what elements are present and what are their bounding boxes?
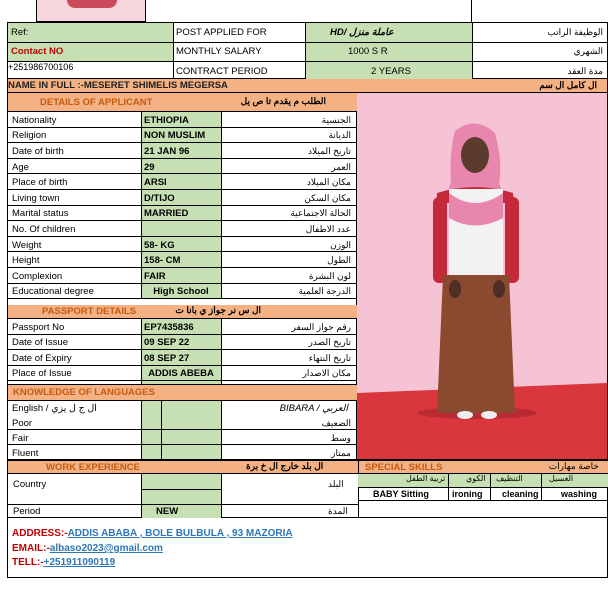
row-value: ADDIS ABEBA <box>148 368 214 380</box>
row-label-ar: الحالة الاجتماعية <box>290 208 351 219</box>
ref-label: Ref: <box>11 27 29 38</box>
row-label-ar: الضعيف <box>321 417 351 428</box>
english-label: English / ﺍﻝ ﺝ ﻝ ﻳﺰﻱ <box>12 403 97 414</box>
table-row <box>8 415 357 430</box>
row-label-ar: الدرجة العلمية <box>298 286 351 297</box>
work-period-label: Period <box>13 506 41 517</box>
row-label: Fluent <box>12 447 39 459</box>
row-label: Date of birth <box>12 145 64 157</box>
work-title-ar: ﺍﻝ ﺑﻠﺪ ﺧﺎﺭﺝ ﺍﻝ ﺥ ﺑﺮﺓ <box>246 461 324 471</box>
skill-baby-sitting: BABY Sitting <box>373 489 429 499</box>
row-value: 158- CM <box>144 255 181 267</box>
row-value: MARRIED <box>144 208 189 220</box>
row-value: 29 <box>144 161 155 173</box>
table-row <box>8 128 357 144</box>
salary-value: 1000 S R <box>348 46 388 57</box>
table-row <box>8 252 357 268</box>
work-title: WORK EXPERIENCE <box>46 462 140 473</box>
address-row <box>12 529 293 539</box>
row-label-ar: عدد الاطفال <box>305 223 351 234</box>
full-name-ar: ال كامل ال سم <box>539 80 597 90</box>
post-value: HD/ عاملة منزل <box>330 27 394 38</box>
row-label-ar: الجنسية <box>321 114 351 125</box>
table-row <box>8 112 357 128</box>
passport-title: PASSPORT DETAILS <box>42 306 137 317</box>
top-photo-frame-right <box>471 0 608 22</box>
email-row <box>12 544 163 554</box>
name-row <box>7 79 608 93</box>
photo-figure <box>357 93 608 460</box>
row-label-ar: رقم جواز السفر <box>291 321 351 332</box>
row-label: Weight <box>12 239 42 251</box>
table-row <box>8 284 357 300</box>
table-row <box>8 366 357 382</box>
skills-title-ar: خاصة مهارات <box>548 461 599 471</box>
work-section <box>7 460 608 518</box>
applicant-title-ar: ﺍﻟﻄﻠﺐ ﻡ ﻳﻘﺪﻡ ﺗﺎ ﺹ ﻳﻞ <box>240 96 326 106</box>
row-label-ar: مكان الميلاد <box>306 177 351 188</box>
top-photo-crop <box>36 0 146 22</box>
table-row <box>8 350 357 366</box>
address-value[interactable]: ADDIS ABABA , BOLE BULBULA , 93 MAZORIA <box>67 528 293 539</box>
row-label: Age <box>12 161 29 173</box>
row-label: Religion <box>12 130 47 142</box>
work-period-value: NEW <box>156 506 179 517</box>
row-label-ar: تاريخ الصدر <box>308 337 351 348</box>
applicant-title: DETAILS OF APPLICANT <box>40 97 153 108</box>
row-label-ar: وسط <box>330 432 351 443</box>
table-row <box>8 174 357 190</box>
work-country-ar: البلد <box>328 479 344 489</box>
row-label: Passport No <box>12 321 65 333</box>
row-label: Poor <box>12 417 33 429</box>
skill-cleaning: cleaning <box>502 489 539 499</box>
row-value: 09 SEP 22 <box>144 337 190 349</box>
row-label: Fair <box>12 432 29 444</box>
row-value: 21 JAN 96 <box>144 145 190 157</box>
row-label-ar: مكان السكن <box>304 192 351 203</box>
languages-title: KNOWLEDGE OF LANGUAGES <box>13 387 155 398</box>
table-row <box>8 221 357 237</box>
period-label: CONTRACT PERIOD <box>176 66 268 77</box>
skills-title: SPECIAL SKILLS <box>365 462 443 473</box>
row-value: EP7435836 <box>144 321 194 333</box>
row-label: Living town <box>12 192 60 204</box>
row-value: 08 SEP 27 <box>144 352 190 364</box>
row-label-ar: الديانة <box>328 130 351 141</box>
row-label-ar: مكان الاصدار <box>302 368 351 379</box>
table-row <box>8 268 357 284</box>
applicant-photo <box>357 93 608 460</box>
row-label-ar: تاريخ الميلاد <box>308 145 351 156</box>
skill-ironing: ironing <box>452 489 483 499</box>
row-label-ar: الوزن <box>330 239 351 250</box>
period-value: 2 YEARS <box>371 66 411 77</box>
applicant-section <box>7 93 357 298</box>
row-label: Marital status <box>12 208 69 220</box>
table-row <box>8 190 357 206</box>
header-block <box>7 22 608 79</box>
passport-title-ar: ﺍﻝ ﺱ ﻧﺮ ﺟﻮﺍﺯ ﻱ ﺑﺎﻧﺎ ﺕ <box>175 305 261 315</box>
skill-header-ar-3: الكوي <box>466 474 486 483</box>
row-value: NON MUSLIM <box>144 130 206 142</box>
languages-section <box>7 384 357 460</box>
row-label: Height <box>12 255 40 267</box>
skill-washing: washing <box>561 489 598 499</box>
contact-label: Contact NO <box>11 46 64 57</box>
tel-label: TELL:- <box>12 557 44 568</box>
arabic-label: BIBARA / العربي <box>279 403 348 414</box>
table-row <box>8 430 357 445</box>
row-value: 58- KG <box>144 239 175 251</box>
row-label: Educational degree <box>12 286 94 298</box>
row-label: No. Of children <box>12 223 76 235</box>
work-period-ar: المدة <box>328 506 348 516</box>
row-value: ETHIOPIA <box>144 114 189 126</box>
row-value: ARSI <box>144 177 167 189</box>
table-row <box>8 445 357 460</box>
salary-label: MONTHLY SALARY <box>176 46 262 57</box>
row-label: Date of Expiry <box>12 352 72 364</box>
row-value: High School <box>153 286 209 298</box>
work-country-label: Country <box>13 479 47 490</box>
salary-label-ar: الشهري <box>573 46 603 56</box>
table-row <box>8 237 357 253</box>
row-label: Place of Issue <box>12 368 72 380</box>
row-label-ar: لون البشرة <box>308 270 351 281</box>
table-row <box>8 319 357 335</box>
row-value: FAIR <box>144 270 166 282</box>
tel-value[interactable]: +251911090119 <box>43 557 116 568</box>
skill-header-ar-4: الغسيل <box>549 474 574 483</box>
passport-section <box>7 298 357 384</box>
tel-row <box>12 558 115 568</box>
table-row <box>8 335 357 351</box>
row-label-ar: تاريخ النتهاء <box>308 352 351 363</box>
row-label: Date of Issue <box>12 337 68 349</box>
address-label: ADDRESS:- <box>12 528 68 539</box>
contact-number: +251986700106 <box>8 62 74 72</box>
period-label-ar: مدة العقد <box>567 66 603 76</box>
post-label: POST APPLIED FOR <box>176 27 267 38</box>
skill-header-ar-2: التنظيف <box>496 474 523 483</box>
row-label-ar: العمر <box>331 161 351 172</box>
skill-header-ar-1: تربية الطفل <box>406 474 446 483</box>
row-label-ar: الطول <box>327 255 351 266</box>
row-label: Complexion <box>12 270 63 282</box>
row-label: Nationality <box>12 114 57 126</box>
row-label-ar: ممتاز <box>331 447 351 458</box>
table-row <box>8 143 357 159</box>
email-label: EMAIL:- <box>12 543 50 554</box>
full-name: NAME IN FULL :-MESERET SHIMELIS MEGERSA <box>8 80 228 91</box>
email-value[interactable]: albaso2023@gmail.com <box>49 543 163 554</box>
contact-footer <box>7 518 608 578</box>
table-row <box>8 159 357 175</box>
row-value: D/TIJO <box>144 192 175 204</box>
table-row <box>8 206 357 222</box>
post-label-ar: الوظيفة الراتب <box>547 27 603 37</box>
row-label: Place of birth <box>12 177 68 189</box>
